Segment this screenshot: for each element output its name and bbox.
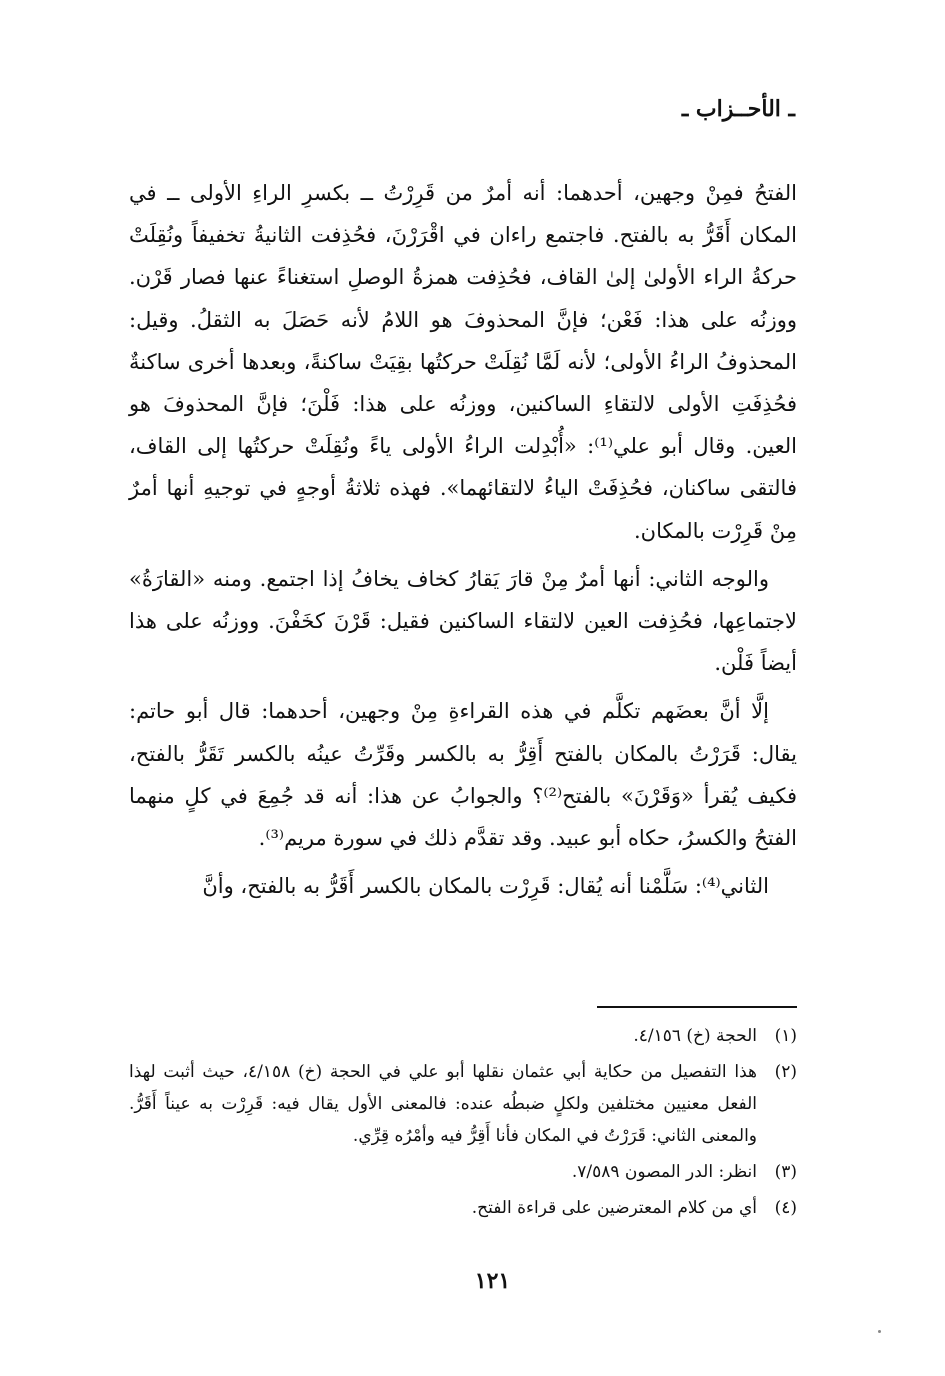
paragraph-1: الفتحُ فمِنْ وجهين، أحدهما: أنه أمرٌ من قَرِرْتُ ــ بكسرِ الراءِ الأولى ــ في المكان أَقَرُّ به بالفتح. فاجتمع راءان في اقْرَرْنَ، فحُذِفت الثانيةُ تخفيفاً ونُقِلَتْ حركةُ الراء الأولىٰ إلىٰ القاف، فحُذِفت همزةُ الوصلِ استغناءً عنها فصار قَرْن. ووزنُه على هذا: فَعْن؛ فإنَّ المحذوفَ هو اللامُ لأنه حَصَلَ به الثقلُ. وقيل: المحذوفُ الراءُ الأولى؛ لأنه لَمَّا نُقِلَتْ حركتُها بقِيَتْ ساكنةً، وبعدها أخرى ساكنةٌ فحُذِفَتِ الأولى لالتقاءِ الساكنين، ووزنُه على هذا: فَلْنَ؛ فإنَّ المحذوفَ هو العين. وقال أبو علي⁽¹⁾: «أُبْدِلت الراءُ الأولى ياءً ونُقِلَتْ حركتُها إلى القاف، فالتقى ساكنان، فحُذِفَتْ الياءُ لالتقائهما». فهذه ثلاثةُ أوجهٍ في توجيهِ أنها أمرٌ مِنْ قَرِرْت بالمكان. xyxy=(129,181,797,543)
running-head: ـ الأحــزاب ـ xyxy=(681,96,795,122)
footnote-number: (٣) xyxy=(774,1162,797,1182)
footnote-text: هذا التفصيل من حكاية أبي عثمان نقلها أبو علي في الحجة (خ) ٤/١٥٨، حيث أثبت لهذا الفعل معنيين مختلفين ولكلٍ ضبطُه عنده: فالمعنى الأول يقال فيه: قَرِرْت به عيناً أَقَرُّ. والمعنى الثاني: قَرَرْتُ في المكان فأنا أَقِرُّ فيه وأمْرُه قِرِّي. xyxy=(129,1062,757,1146)
footnote-separator xyxy=(597,1006,797,1008)
footnotes xyxy=(129,1020,797,1228)
footnote-2 xyxy=(129,1056,797,1152)
paragraph-3: إلَّا أنَّ بعضَهم تكلَّم في هذه القراءةِ مِنْ وجهين، أحدهما: قال أبو حاتم: يقال: قَرَرْتُ بالمكان بالفتح أَقِرُّ به بالكسر وقَرِّتُ عينُه بالكسر تَقَرُّ بالفتح، فكيف يُقرأ «وَقَرْنَ» بالفتح⁽²⁾؟ والجوابُ عن هذا: أنه قد جُمِعَ في كلٍ منهما الفتحُ والكسرُ، حكاه أبو عبيد. وقد تقدَّم ذلك في سورة مريم⁽³⁾. xyxy=(129,699,797,851)
paragraph-2: والوجه الثاني: أنها أمرٌ مِنْ قارَ يَقارُ كخاف يخافُ إذا اجتمع. ومنه «القارَةُ» لاجتماعِها، فحُذِفت العين لالتقاء الساكنين فقيل: قَرْنَ كخَفْنَ. ووزنُه على هذا أيضاً فَلْن. xyxy=(129,566,797,676)
page-number: ١٢١ xyxy=(474,1268,511,1294)
scan-speck xyxy=(878,1330,881,1333)
footnote-number: (٤) xyxy=(774,1198,797,1218)
footnote-number: (١) xyxy=(774,1026,797,1046)
main-text xyxy=(129,172,797,913)
footnote-text: انظر: الدر المصون ٧/٥٨٩. xyxy=(571,1162,757,1182)
page-number-wrap xyxy=(0,1268,945,1294)
footnote-1 xyxy=(129,1020,797,1052)
footnote-text: الحجة (خ) ٤/١٥٦. xyxy=(633,1026,757,1046)
footnote-3 xyxy=(129,1156,797,1188)
footnote-4 xyxy=(129,1192,797,1224)
paragraph-4: الثاني⁽⁴⁾: سَلَّمْنا أنه يُقال: قَرِرْت بالمكان بالكسر أَقَرُّ به بالفتح، وأنَّ xyxy=(202,874,769,899)
footnote-text: أي من كلام المعترضين على قراءة الفتح. xyxy=(471,1198,757,1218)
footnote-number: (٢) xyxy=(774,1062,797,1082)
